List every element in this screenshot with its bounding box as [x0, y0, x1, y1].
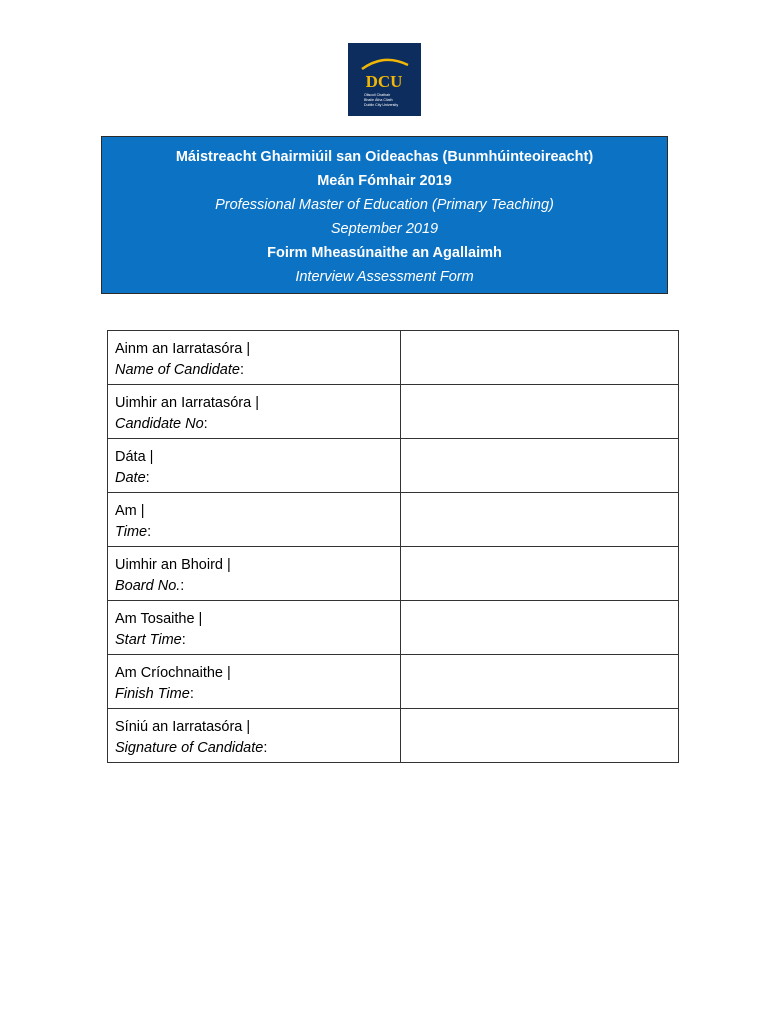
start-time-field[interactable]: [401, 601, 679, 655]
label-english: [115, 360, 400, 381]
programme-date-irish: Meán Fómhair 2019: [317, 173, 452, 189]
form-title-irish: Foirm Mheasúnaithe an Agallaimh: [267, 245, 502, 261]
label-colon: :: [147, 524, 152, 540]
label-english: [115, 738, 400, 759]
signature-of-candidate-field[interactable]: [401, 709, 679, 763]
label-colon: :: [145, 470, 150, 486]
label-irish: Dáta |: [115, 449, 154, 465]
dcu-logo: [348, 43, 421, 116]
label-irish: Uimhir an Bhoird |: [115, 557, 231, 573]
label-colon: :: [263, 740, 268, 756]
logo-sub-line-3: Dublin City University: [364, 103, 399, 107]
field-label: [108, 709, 401, 763]
programme-title-irish: Máistreacht Ghairmiúil san Oideachas (Bunmhúinteoireacht): [175, 149, 594, 165]
programme-title-english: Professional Master of Education (Primary Teaching): [215, 197, 554, 213]
label-colon: :: [203, 416, 208, 432]
label-english: [115, 684, 400, 705]
logo-sub-line-1: Ollscoil Chathair: [364, 93, 391, 97]
form-title-english: Interview Assessment Form: [295, 269, 474, 285]
label-english-text: Finish Time: [115, 686, 190, 702]
table-row: [108, 547, 679, 601]
name-of-candidate-field[interactable]: [401, 331, 679, 385]
label-english: [115, 522, 400, 543]
logo-sub-line-2: Bhaile Átha Cliath: [364, 98, 393, 102]
table-row: [108, 439, 679, 493]
board-no-field[interactable]: [401, 547, 679, 601]
label-colon: :: [189, 686, 194, 702]
table-row: [108, 709, 679, 763]
field-label: [108, 655, 401, 709]
label-english: [115, 414, 400, 435]
finish-time-field[interactable]: [401, 655, 679, 709]
date-field[interactable]: [401, 439, 679, 493]
field-label: [108, 331, 401, 385]
programme-date-english: September 2019: [330, 221, 439, 237]
logo-text: DCU: [365, 72, 403, 91]
label-english-text: Signature of Candidate: [115, 740, 264, 756]
label-english-text: Board No.: [115, 578, 181, 594]
field-label: [108, 601, 401, 655]
field-label: [108, 385, 401, 439]
field-label: [108, 547, 401, 601]
candidate-no-field[interactable]: [401, 385, 679, 439]
table-row: [108, 655, 679, 709]
label-english-text: Time: [115, 524, 148, 540]
label-english: [115, 630, 400, 651]
label-english: [115, 576, 400, 597]
label-irish: Uimhir an Iarratasóra |: [115, 395, 259, 411]
dcu-logo-icon: [348, 43, 421, 116]
label-irish: Am |: [115, 503, 145, 519]
form-header: [101, 136, 668, 294]
label-colon: :: [181, 632, 186, 648]
field-label: [108, 493, 401, 547]
label-colon: :: [180, 578, 185, 594]
field-label: [108, 439, 401, 493]
time-field[interactable]: [401, 493, 679, 547]
table-row: [108, 601, 679, 655]
label-english-text: Candidate No: [115, 416, 204, 432]
label-irish: Am Críochnaithe |: [115, 665, 231, 681]
label-irish: Am Tosaithe |: [115, 611, 203, 627]
label-english-text: Start Time: [115, 632, 182, 648]
table-row: [108, 331, 679, 385]
candidate-details-table: [107, 330, 679, 763]
label-english: [115, 468, 400, 489]
label-irish: Ainm an Iarratasóra |: [115, 341, 251, 357]
table-row: [108, 385, 679, 439]
label-irish: Síniú an Iarratasóra |: [115, 719, 251, 735]
table-row: [108, 493, 679, 547]
label-colon: :: [239, 362, 244, 378]
label-english-text: Date: [115, 470, 146, 486]
label-english-text: Name of Candidate: [115, 362, 240, 378]
